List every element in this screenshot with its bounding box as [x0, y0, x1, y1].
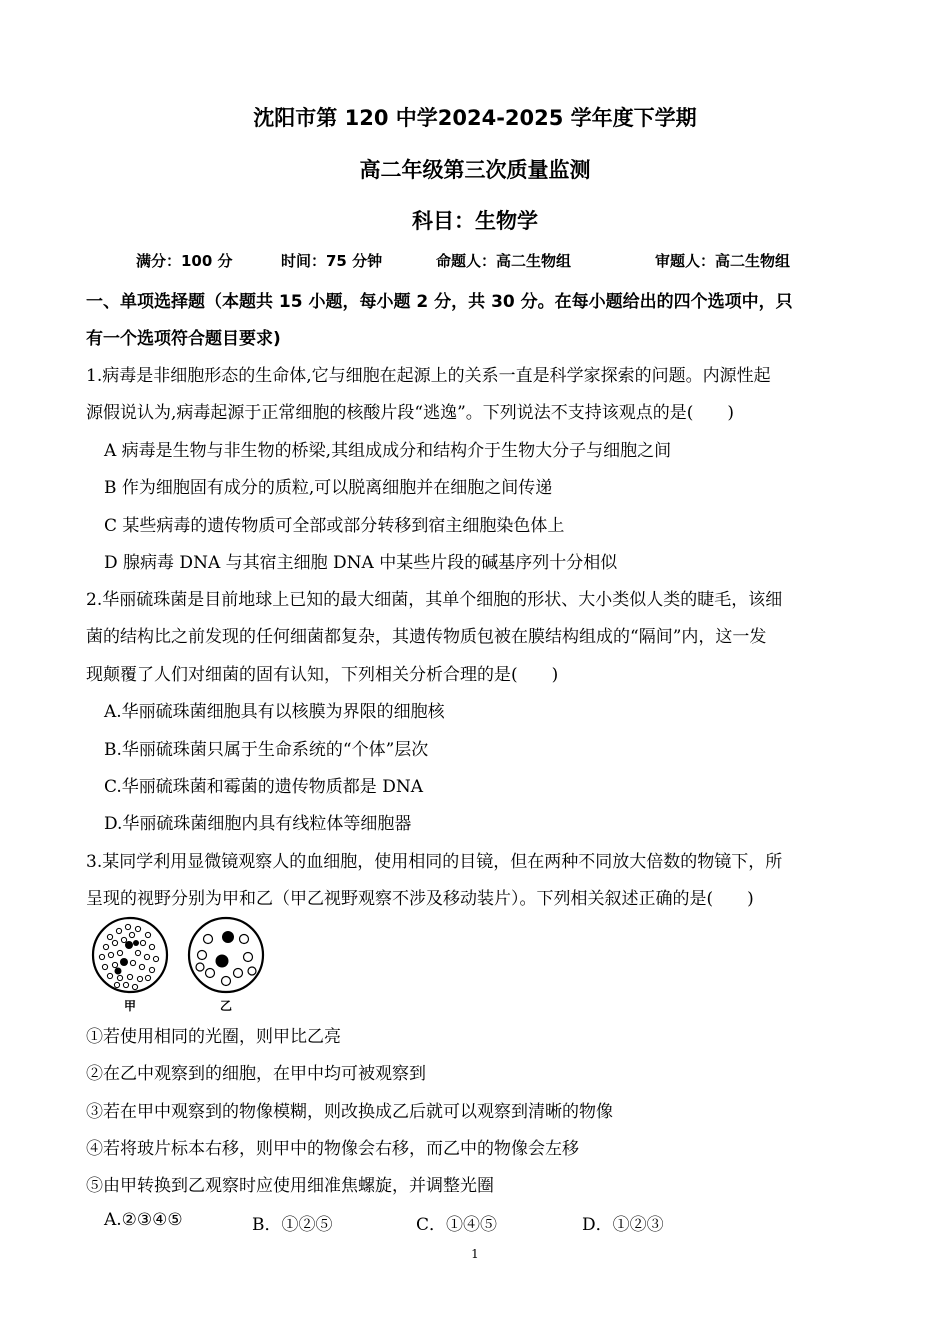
- q2-option-c: C.华丽硫珠菌和霉菌的遗传物质都是 DNA: [104, 777, 423, 797]
- meta-author: 命题人：高二生物组: [436, 252, 572, 270]
- q1-option-a: A 病毒是生物与非生物的桥梁,其组成成分和结构介于生物大分子与细胞之间: [104, 441, 672, 461]
- q2-stem-cont: 菌的结构比之前发现的任何细菌都复杂，其遗传物质包被在膜结构组成的“隔间”内，这一发: [86, 627, 767, 647]
- exam-title: 沈阳市第 120 中学2024-2025 学年度下学期: [253, 106, 697, 130]
- q3-statement-4: ④若将玻片标本右移，则甲中的物像会右移，而乙中的物像会左移: [86, 1139, 579, 1159]
- q3-statement-3: ③若在甲中观察到的物像模糊，则改换成乙后就可以观察到清晰的物像: [86, 1102, 613, 1122]
- q3-statement-5: ⑤由甲转换到乙观察时应使用细准焦螺旋，并调整光圈: [86, 1176, 494, 1196]
- exam-subject: 科目：生物学: [412, 209, 538, 233]
- q1-option-c: C 某些病毒的遗传物质可全部或部分转移到宿主细胞染色体上: [104, 516, 565, 536]
- q1-option-b: B 作为细胞固有成分的质粒,可以脱离细胞并在细胞之间传递: [104, 478, 553, 498]
- q3-option-c: C．①④⑤: [416, 1215, 498, 1235]
- exam-subtitle: 高二年级第三次质量监测: [359, 158, 591, 182]
- q3-statement-1: ①若使用相同的光圈，则甲比乙亮: [86, 1027, 341, 1047]
- section-heading: 一、单项选择题（本题共 15 小题，每小题 2 分，共 30 分。在每小题给出的四个选项中，只: [86, 292, 793, 312]
- q3-option-d: D．①②③: [582, 1215, 664, 1235]
- q3-option-a: A.②③④⑤: [104, 1210, 183, 1230]
- q2-stem: 2.华丽硫珠菌是目前地球上已知的最大细菌，其单个细胞的形状、大小类似人类的睫毛，该细: [86, 590, 783, 610]
- q2-option-d: D.华丽硫珠菌细胞内具有线粒体等细胞器: [104, 814, 412, 834]
- section-heading-cont: 有一个选项符合题目要求): [86, 329, 281, 349]
- field-jia: [93, 918, 167, 992]
- meta-time: 时间：75 分钟: [281, 252, 383, 270]
- q1-option-d: D 腺病毒 DNA 与其宿主细胞 DNA 中某些片段的碱基序列十分相似: [104, 553, 618, 573]
- q2-stem-cont2: 现颠覆了人们对细菌的固有认知，下列相关分析合理的是( ): [86, 665, 559, 685]
- q1-stem-cont: 源假说认为,病毒起源于正常细胞的核酸片段“逃逸”。下列说法不支持该观点的是( ): [86, 403, 735, 423]
- q3-statement-2: ②在乙中观察到的细胞，在甲中均可被观察到: [86, 1064, 426, 1084]
- microscope-fields-svg: [88, 915, 268, 1015]
- q2-option-a: A.华丽硫珠菌细胞具有以核膜为界限的细胞核: [104, 702, 445, 722]
- q2-option-b: B.华丽硫珠菌只属于生命系统的“个体”层次: [104, 740, 429, 760]
- field-yi: [189, 918, 263, 992]
- q3-option-b: B．①②⑤: [252, 1215, 333, 1235]
- field-label-yi: 乙: [219, 999, 233, 1013]
- q3-stem: 3.某同学利用显微镜观察人的血细胞，使用相同的目镜，但在两种不同放大倍数的物镜下，所: [86, 852, 783, 872]
- microscope-field-figure: [88, 915, 268, 1015]
- page-number: 1: [471, 1247, 479, 1261]
- field-label-jia: 甲: [123, 999, 137, 1013]
- meta-score: 满分：100 分: [136, 252, 233, 270]
- q1-stem: 1.病毒是非细胞形态的生命体,它与细胞在起源上的关系一直是科学家探索的问题。内源性起: [86, 366, 771, 386]
- meta-reviewer: 审题人：高二生物组: [655, 252, 791, 270]
- q3-stem-cont: 呈现的视野分别为甲和乙（甲乙视野观察不涉及移动装片）。下列相关叙述正确的是( ): [86, 889, 754, 909]
